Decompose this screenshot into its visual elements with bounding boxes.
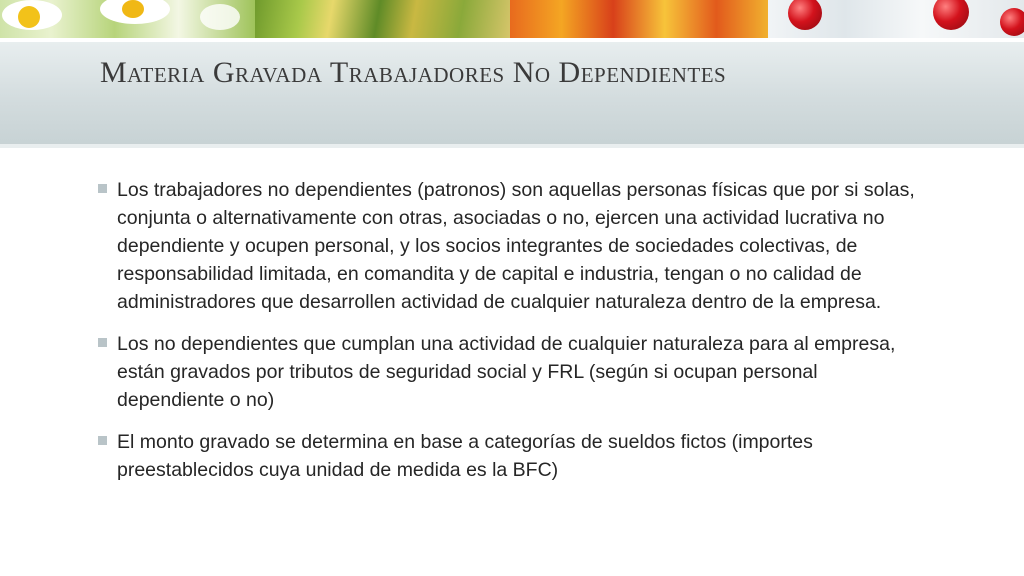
bullet-text: El monto gravado se determina en base a categorías de sueldos fictos (importes preestablecidos cuya unidad de medida es la BFC) [117, 431, 813, 481]
bullet-item [98, 428, 928, 484]
autumn-leaves-image [510, 0, 768, 38]
square-bullet-icon [98, 436, 107, 445]
seasonal-photo-banner [0, 0, 1024, 38]
winter-berries-image [768, 0, 1024, 38]
bullet-text: Los trabajadores no dependientes (patronos) son aquellas personas físicas que por si solas, conjunta o alternativamente con otras, asociadas o no, ejercen una actividad lucrativa no dependiente y ocupen personal, y los socios integrantes de sociedades colectivas, de responsabilidad limitada, en comandita y de capital e industria, tengan o no calidad de administradores que desarrollen actividad de cualquier naturaleza dentro de la empresa. [117, 179, 915, 313]
bullet-list [98, 176, 928, 498]
bullet-text: Los no dependientes que cumplan una actividad de cualquier naturaleza para al empresa, están gravados por tributos de seguridad social y FRL (según si ocupan personal dependiente o no) [117, 333, 896, 411]
square-bullet-icon [98, 338, 107, 347]
daisy-flowers-image [0, 0, 255, 38]
square-bullet-icon [98, 184, 107, 193]
palm-leaves-image [255, 0, 510, 38]
bullet-item [98, 330, 928, 414]
slide-title: Materia Gravada Trabajadores No Dependientes [100, 56, 727, 89]
title-divider [0, 144, 1024, 148]
bullet-item [98, 176, 928, 316]
